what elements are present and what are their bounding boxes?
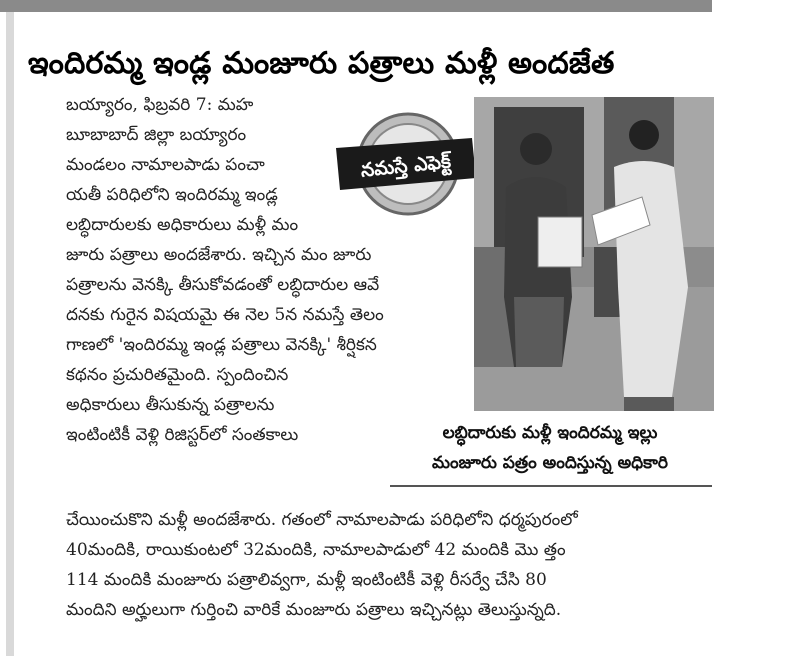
body-line: 40మందికి, రాయికుంటలో 32మందికి, నామాలపాడులో 42 మందికి మొ త్తం <box>66 540 566 560</box>
body-line: చేయించుకొని మళ్లీ అందజేశారు. గతంలో నామాలపాడు పరిధిలోని ధర్మపురంలో <box>66 510 578 530</box>
body-line: గాణలో 'ఇందిరమ్మ ఇండ్ల పత్రాలు వెనక్కి' శీర్షికన <box>66 335 377 355</box>
body-line: అధికారులు తీసుకున్న పత్రాలను <box>66 395 275 415</box>
namaste-effect-stamp <box>330 112 476 216</box>
photo-illustration <box>474 97 714 411</box>
body-line: బూబాబాద్ జిల్లా బయ్యారం <box>66 125 247 145</box>
body-line: పత్రాలను వెనక్కి తీసుకోవడంతో లబ్ధిదారుల ఆవే <box>66 275 380 295</box>
top-rule-gap <box>712 0 800 12</box>
top-rule <box>0 0 712 12</box>
article-body-lower <box>66 505 716 625</box>
body-line: లబ్ధిదారులకు అధికారులు మళ్లీ మం <box>66 215 299 235</box>
body-line: యతీ పరిధిలోని ఇందిరమ్మ ఇండ్ల <box>66 185 278 205</box>
body-line: మందిని అర్హులుగా గుర్తించి వారికే మంజూరు పత్రాలు ఇచ్చినట్లు తెలుస్తున్నది. <box>66 600 562 620</box>
left-margin-rule <box>6 12 14 656</box>
caption-divider <box>390 485 712 487</box>
body-line: మండలం నామాలపాడు పంచా <box>66 155 265 175</box>
article-photo <box>474 97 714 411</box>
body-line: జూరు పత్రాలు అందజేశారు. ఇచ్చిన మం జూరు <box>66 245 372 265</box>
stamp-label: నమస్తే ఎఫెక్ట్ <box>359 150 452 182</box>
caption-line: లబ్ధిదారుకు మళ్లీ ఇందిరమ్మ ఇల్లు <box>442 423 658 443</box>
body-line: కథనం ప్రచురితమైంది. స్పందించిన <box>66 365 289 385</box>
body-line: ఇంటింటికీ వెళ్లి రిజిస్టర్‌లో సంతకాలు <box>66 425 299 445</box>
body-line: బయ్యారం, ఫిబ్రవరి 7: మహ <box>66 95 254 115</box>
body-line: 114 మందికి మంజూరు పత్రాలివ్వగా, మళ్లీ ఇంటింటికీ వెళ్లి రీసర్వే చేసి 80 <box>66 570 547 590</box>
photo-caption <box>390 418 710 478</box>
body-line: దనకు గురైన విషయమై ఈ నెల 5న నమస్తే తెలం <box>66 305 384 325</box>
caption-line: మంజూరు పత్రం అందిస్తున్న అధికారి <box>431 453 669 473</box>
headline: ఇందిరమ్మ ఇండ్ల మంజూరు పత్రాలు మళ్లీ అందజేత <box>28 46 615 82</box>
